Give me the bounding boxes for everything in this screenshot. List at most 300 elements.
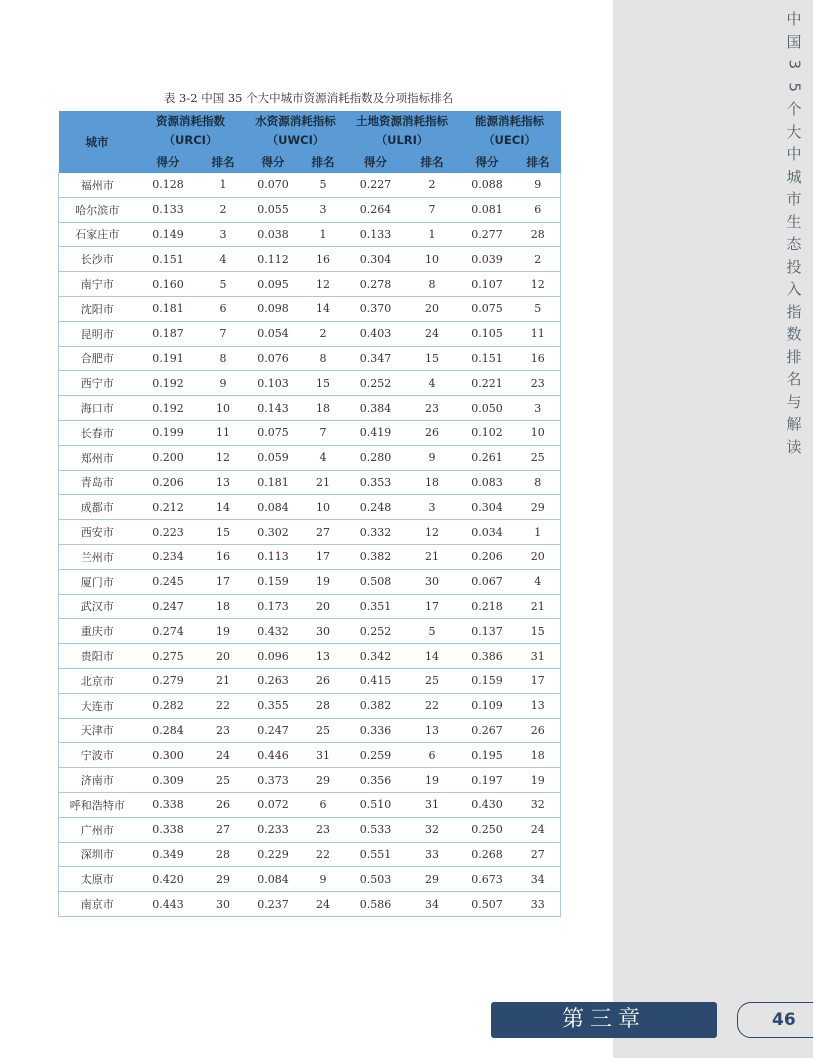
cell-city: 济南市 <box>59 768 136 793</box>
cell-urci-rank: 3 <box>201 222 246 247</box>
running-title-char: 态 <box>786 235 802 253</box>
cell-ueci-score: 0.039 <box>459 247 516 272</box>
table-row <box>59 644 561 669</box>
cell-urci-score: 0.128 <box>136 173 201 197</box>
table-row <box>59 495 561 520</box>
cell-ueci-rank: 11 <box>516 321 561 346</box>
cell-uwci-score: 0.070 <box>246 173 301 197</box>
cell-uwci-rank: 25 <box>301 718 346 743</box>
cell-urci-score: 0.199 <box>136 420 201 445</box>
cell-urci-rank: 5 <box>201 272 246 297</box>
cell-ulri-score: 0.304 <box>346 247 406 272</box>
cell-ueci-score: 0.088 <box>459 173 516 197</box>
cell-ulri-score: 0.508 <box>346 569 406 594</box>
cell-uwci-score: 0.432 <box>246 619 301 644</box>
cell-ulri-rank: 23 <box>406 396 459 421</box>
cell-uwci-score: 0.233 <box>246 817 301 842</box>
table-row <box>59 817 561 842</box>
cell-uwci-rank: 24 <box>301 892 346 917</box>
table-row <box>59 693 561 718</box>
cell-ueci-rank: 15 <box>516 619 561 644</box>
cell-uwci-rank: 16 <box>301 247 346 272</box>
cell-uwci-rank: 14 <box>301 296 346 321</box>
cell-ueci-rank: 16 <box>516 346 561 371</box>
cell-ueci-score: 0.081 <box>459 197 516 222</box>
cell-ulri-rank: 5 <box>406 619 459 644</box>
cell-uwci-rank: 4 <box>301 445 346 470</box>
cell-ulri-rank: 26 <box>406 420 459 445</box>
cell-city: 西宁市 <box>59 371 136 396</box>
table-row <box>59 768 561 793</box>
cell-city: 宁波市 <box>59 743 136 768</box>
cell-city: 深圳市 <box>59 842 136 867</box>
running-title-char: 解 <box>786 415 802 433</box>
cell-ueci-rank: 10 <box>516 420 561 445</box>
cell-uwci-score: 0.095 <box>246 272 301 297</box>
cell-ulri-score: 0.332 <box>346 520 406 545</box>
table-row <box>59 594 561 619</box>
cell-ulri-score: 0.551 <box>346 842 406 867</box>
cell-ueci-rank: 32 <box>516 792 561 817</box>
cell-uwci-rank: 6 <box>301 792 346 817</box>
cell-city: 沈阳市 <box>59 296 136 321</box>
cell-urci-rank: 21 <box>201 668 246 693</box>
cell-uwci-rank: 17 <box>301 544 346 569</box>
header-rank: 排名 <box>516 151 561 173</box>
sidebar-band <box>613 0 813 1058</box>
cell-urci-score: 0.349 <box>136 842 201 867</box>
cell-uwci-score: 0.181 <box>246 470 301 495</box>
cell-ulri-rank: 30 <box>406 569 459 594</box>
cell-ueci-rank: 5 <box>516 296 561 321</box>
cell-city: 成都市 <box>59 495 136 520</box>
cell-urci-rank: 23 <box>201 718 246 743</box>
cell-ulri-rank: 10 <box>406 247 459 272</box>
cell-city: 南京市 <box>59 892 136 917</box>
table-row <box>59 173 561 197</box>
header-ueci: 能源消耗指标（UECI） <box>459 111 561 151</box>
table-row <box>59 867 561 892</box>
cell-ulri-rank: 25 <box>406 668 459 693</box>
cell-ulri-score: 0.264 <box>346 197 406 222</box>
page-number: 46 <box>772 1010 796 1030</box>
cell-ueci-score: 0.109 <box>459 693 516 718</box>
cell-uwci-rank: 29 <box>301 768 346 793</box>
cell-urci-score: 0.200 <box>136 445 201 470</box>
header-score: 得分 <box>136 151 201 173</box>
cell-ulri-score: 0.252 <box>346 371 406 396</box>
cell-city: 呼和浩特市 <box>59 792 136 817</box>
running-title-char: 国 <box>786 32 802 51</box>
cell-urci-score: 0.151 <box>136 247 201 272</box>
cell-ueci-score: 0.102 <box>459 420 516 445</box>
cell-ueci-rank: 20 <box>516 544 561 569</box>
cell-city: 郑州市 <box>59 445 136 470</box>
cell-ulri-rank: 13 <box>406 718 459 743</box>
cell-urci-rank: 14 <box>201 495 246 520</box>
cell-uwci-score: 0.059 <box>246 445 301 470</box>
cell-ueci-score: 0.050 <box>459 396 516 421</box>
cell-urci-score: 0.212 <box>136 495 201 520</box>
cell-ulri-rank: 3 <box>406 495 459 520</box>
cell-ulri-rank: 12 <box>406 520 459 545</box>
cell-ueci-score: 0.386 <box>459 644 516 669</box>
cell-ueci-score: 0.151 <box>459 346 516 371</box>
cell-ueci-score: 0.067 <box>459 569 516 594</box>
cell-urci-rank: 8 <box>201 346 246 371</box>
cell-ulri-rank: 18 <box>406 470 459 495</box>
cell-city: 海口市 <box>59 396 136 421</box>
cell-urci-rank: 7 <box>201 321 246 346</box>
cell-uwci-score: 0.373 <box>246 768 301 793</box>
cell-ueci-score: 0.107 <box>459 272 516 297</box>
cell-ueci-rank: 31 <box>516 644 561 669</box>
cell-ulri-score: 0.510 <box>346 792 406 817</box>
cell-urci-score: 0.420 <box>136 867 201 892</box>
cell-uwci-score: 0.103 <box>246 371 301 396</box>
table-body <box>59 173 561 916</box>
cell-ulri-score: 0.382 <box>346 693 406 718</box>
table-row <box>59 272 561 297</box>
running-title-char: 入 <box>786 280 802 298</box>
cell-ulri-rank: 31 <box>406 792 459 817</box>
cell-city: 长沙市 <box>59 247 136 272</box>
table-row <box>59 569 561 594</box>
cell-urci-score: 0.247 <box>136 594 201 619</box>
cell-city: 厦门市 <box>59 569 136 594</box>
cell-ulri-score: 0.382 <box>346 544 406 569</box>
running-title-char: 投 <box>786 257 802 276</box>
cell-ueci-score: 0.430 <box>459 792 516 817</box>
cell-uwci-rank: 3 <box>301 197 346 222</box>
cell-urci-rank: 25 <box>201 768 246 793</box>
chapter-label: 第三章 <box>491 1002 717 1038</box>
cell-urci-rank: 10 <box>201 396 246 421</box>
cell-ulri-score: 0.353 <box>346 470 406 495</box>
cell-ueci-score: 0.075 <box>459 296 516 321</box>
cell-ueci-score: 0.250 <box>459 817 516 842</box>
cell-uwci-rank: 7 <box>301 420 346 445</box>
running-title-char: 3 <box>785 59 804 70</box>
cell-uwci-rank: 12 <box>301 272 346 297</box>
cell-ulri-rank: 33 <box>406 842 459 867</box>
cell-city: 青岛市 <box>59 470 136 495</box>
table-row <box>59 420 561 445</box>
cell-city: 重庆市 <box>59 619 136 644</box>
cell-ueci-rank: 33 <box>516 892 561 917</box>
running-title-char: 中 <box>786 145 802 163</box>
cell-ulri-score: 0.248 <box>346 495 406 520</box>
header-score: 得分 <box>246 151 301 173</box>
cell-urci-score: 0.309 <box>136 768 201 793</box>
cell-city: 天津市 <box>59 718 136 743</box>
cell-city: 大连市 <box>59 693 136 718</box>
cell-ueci-score: 0.507 <box>459 892 516 917</box>
cell-uwci-score: 0.054 <box>246 321 301 346</box>
cell-city: 昆明市 <box>59 321 136 346</box>
cell-urci-rank: 20 <box>201 644 246 669</box>
cell-urci-score: 0.223 <box>136 520 201 545</box>
cell-uwci-score: 0.173 <box>246 594 301 619</box>
cell-ulri-score: 0.133 <box>346 222 406 247</box>
cell-ueci-score: 0.267 <box>459 718 516 743</box>
cell-urci-score: 0.192 <box>136 371 201 396</box>
running-title-char: 生 <box>786 212 802 231</box>
cell-ulri-score: 0.586 <box>346 892 406 917</box>
cell-urci-score: 0.282 <box>136 693 201 718</box>
cell-uwci-rank: 1 <box>301 222 346 247</box>
running-title-char: 5 <box>785 81 804 92</box>
cell-ueci-score: 0.673 <box>459 867 516 892</box>
cell-uwci-rank: 15 <box>301 371 346 396</box>
running-title-char: 市 <box>786 190 802 208</box>
cell-ulri-score: 0.415 <box>346 668 406 693</box>
table-row <box>59 396 561 421</box>
cell-urci-score: 0.300 <box>136 743 201 768</box>
header-rank: 排名 <box>406 151 459 173</box>
cell-ulri-score: 0.280 <box>346 445 406 470</box>
cell-urci-score: 0.338 <box>136 817 201 842</box>
cell-ueci-score: 0.268 <box>459 842 516 867</box>
cell-ulri-score: 0.419 <box>346 420 406 445</box>
cell-ulri-rank: 24 <box>406 321 459 346</box>
header-urci: 资源消耗指数（URCI） <box>136 111 246 151</box>
cell-ueci-score: 0.159 <box>459 668 516 693</box>
cell-ulri-rank: 22 <box>406 693 459 718</box>
cell-uwci-rank: 31 <box>301 743 346 768</box>
cell-ueci-rank: 12 <box>516 272 561 297</box>
cell-uwci-score: 0.084 <box>246 867 301 892</box>
header-uwci: 水资源消耗指标（UWCI） <box>246 111 346 151</box>
cell-ueci-rank: 9 <box>516 173 561 197</box>
ranking-table <box>58 111 561 917</box>
table-row <box>59 792 561 817</box>
cell-urci-rank: 6 <box>201 296 246 321</box>
cell-uwci-rank: 20 <box>301 594 346 619</box>
cell-urci-rank: 2 <box>201 197 246 222</box>
running-title <box>784 8 804 458</box>
cell-uwci-rank: 27 <box>301 520 346 545</box>
cell-ueci-score: 0.083 <box>459 470 516 495</box>
cell-urci-score: 0.275 <box>136 644 201 669</box>
cell-uwci-rank: 22 <box>301 842 346 867</box>
cell-ulri-rank: 20 <box>406 296 459 321</box>
cell-ueci-score: 0.206 <box>459 544 516 569</box>
cell-ulri-rank: 29 <box>406 867 459 892</box>
cell-uwci-rank: 9 <box>301 867 346 892</box>
table-row <box>59 321 561 346</box>
cell-uwci-score: 0.143 <box>246 396 301 421</box>
cell-ueci-rank: 8 <box>516 470 561 495</box>
cell-urci-score: 0.187 <box>136 321 201 346</box>
cell-uwci-rank: 30 <box>301 619 346 644</box>
cell-uwci-rank: 28 <box>301 693 346 718</box>
cell-urci-rank: 24 <box>201 743 246 768</box>
cell-urci-score: 0.245 <box>136 569 201 594</box>
cell-ueci-score: 0.105 <box>459 321 516 346</box>
header-score: 得分 <box>459 151 516 173</box>
cell-ulri-score: 0.259 <box>346 743 406 768</box>
cell-uwci-score: 0.355 <box>246 693 301 718</box>
cell-ulri-score: 0.503 <box>346 867 406 892</box>
header-city: 城市 <box>59 111 136 173</box>
cell-uwci-score: 0.096 <box>246 644 301 669</box>
cell-urci-score: 0.192 <box>136 396 201 421</box>
cell-urci-rank: 1 <box>201 173 246 197</box>
cell-ueci-rank: 34 <box>516 867 561 892</box>
cell-ueci-score: 0.277 <box>459 222 516 247</box>
cell-urci-score: 0.206 <box>136 470 201 495</box>
cell-ulri-rank: 1 <box>406 222 459 247</box>
cell-uwci-rank: 13 <box>301 644 346 669</box>
cell-urci-rank: 4 <box>201 247 246 272</box>
cell-uwci-score: 0.263 <box>246 668 301 693</box>
cell-ulri-score: 0.351 <box>346 594 406 619</box>
table-row <box>59 296 561 321</box>
table-row <box>59 371 561 396</box>
cell-urci-score: 0.234 <box>136 544 201 569</box>
header-ulri: 土地资源消耗指标（ULRI） <box>346 111 459 151</box>
cell-urci-score: 0.338 <box>136 792 201 817</box>
cell-uwci-score: 0.072 <box>246 792 301 817</box>
cell-ueci-rank: 18 <box>516 743 561 768</box>
cell-ueci-rank: 21 <box>516 594 561 619</box>
cell-ulri-rank: 2 <box>406 173 459 197</box>
cell-urci-score: 0.443 <box>136 892 201 917</box>
cell-urci-rank: 17 <box>201 569 246 594</box>
cell-ueci-score: 0.195 <box>459 743 516 768</box>
cell-ulri-rank: 8 <box>406 272 459 297</box>
table-row <box>59 718 561 743</box>
cell-ueci-rank: 3 <box>516 396 561 421</box>
cell-uwci-rank: 23 <box>301 817 346 842</box>
cell-ueci-rank: 23 <box>516 371 561 396</box>
cell-ueci-score: 0.221 <box>459 371 516 396</box>
running-title-char: 读 <box>786 437 802 456</box>
cell-ulri-rank: 32 <box>406 817 459 842</box>
cell-ueci-score: 0.218 <box>459 594 516 619</box>
table-row <box>59 892 561 917</box>
table-row <box>59 346 561 371</box>
cell-city: 南宁市 <box>59 272 136 297</box>
running-title-char: 城 <box>786 167 802 186</box>
header-score: 得分 <box>346 151 406 173</box>
cell-urci-score: 0.149 <box>136 222 201 247</box>
cell-urci-rank: 29 <box>201 867 246 892</box>
cell-urci-rank: 30 <box>201 892 246 917</box>
cell-uwci-score: 0.446 <box>246 743 301 768</box>
cell-ueci-score: 0.137 <box>459 619 516 644</box>
cell-ulri-rank: 17 <box>406 594 459 619</box>
table-row <box>59 197 561 222</box>
cell-uwci-score: 0.229 <box>246 842 301 867</box>
cell-ulri-rank: 14 <box>406 644 459 669</box>
cell-ulri-rank: 21 <box>406 544 459 569</box>
cell-urci-score: 0.181 <box>136 296 201 321</box>
cell-uwci-rank: 26 <box>301 668 346 693</box>
cell-ulri-score: 0.356 <box>346 768 406 793</box>
running-title-char: 中 <box>786 10 802 28</box>
cell-uwci-score: 0.075 <box>246 420 301 445</box>
cell-urci-rank: 22 <box>201 693 246 718</box>
cell-city: 兰州市 <box>59 544 136 569</box>
cell-urci-rank: 16 <box>201 544 246 569</box>
cell-city: 石家庄市 <box>59 222 136 247</box>
cell-urci-rank: 26 <box>201 792 246 817</box>
cell-ulri-score: 0.533 <box>346 817 406 842</box>
cell-uwci-rank: 5 <box>301 173 346 197</box>
cell-urci-rank: 19 <box>201 619 246 644</box>
cell-city: 武汉市 <box>59 594 136 619</box>
running-title-char: 名 <box>786 370 802 388</box>
running-title-char: 个 <box>786 100 802 118</box>
cell-uwci-rank: 10 <box>301 495 346 520</box>
running-title-char: 指 <box>786 302 802 321</box>
cell-urci-score: 0.279 <box>136 668 201 693</box>
cell-city: 合肥市 <box>59 346 136 371</box>
cell-city: 西安市 <box>59 520 136 545</box>
cell-uwci-rank: 18 <box>301 396 346 421</box>
table-row <box>59 520 561 545</box>
cell-ulri-score: 0.252 <box>346 619 406 644</box>
cell-ueci-rank: 1 <box>516 520 561 545</box>
cell-city: 哈尔滨市 <box>59 197 136 222</box>
cell-ulri-score: 0.403 <box>346 321 406 346</box>
cell-ueci-rank: 26 <box>516 718 561 743</box>
cell-uwci-score: 0.055 <box>246 197 301 222</box>
cell-uwci-score: 0.112 <box>246 247 301 272</box>
cell-ulri-rank: 7 <box>406 197 459 222</box>
cell-urci-rank: 9 <box>201 371 246 396</box>
cell-urci-score: 0.191 <box>136 346 201 371</box>
table-row <box>59 743 561 768</box>
cell-uwci-score: 0.098 <box>246 296 301 321</box>
table-row <box>59 668 561 693</box>
cell-uwci-score: 0.159 <box>246 569 301 594</box>
cell-uwci-rank: 19 <box>301 569 346 594</box>
cell-urci-rank: 18 <box>201 594 246 619</box>
table-row <box>59 619 561 644</box>
running-title-char: 数 <box>786 325 802 343</box>
table-row <box>59 544 561 569</box>
cell-ulri-rank: 15 <box>406 346 459 371</box>
cell-ulri-score: 0.278 <box>346 272 406 297</box>
cell-urci-score: 0.133 <box>136 197 201 222</box>
cell-ulri-score: 0.227 <box>346 173 406 197</box>
cell-ulri-score: 0.384 <box>346 396 406 421</box>
cell-ueci-rank: 19 <box>516 768 561 793</box>
cell-ueci-score: 0.261 <box>459 445 516 470</box>
header-rank: 排名 <box>301 151 346 173</box>
cell-ueci-score: 0.197 <box>459 768 516 793</box>
cell-ueci-rank: 13 <box>516 693 561 718</box>
running-title-char: 排 <box>786 347 802 366</box>
cell-ueci-rank: 27 <box>516 842 561 867</box>
cell-ulri-rank: 4 <box>406 371 459 396</box>
cell-city: 北京市 <box>59 668 136 693</box>
cell-ulri-rank: 19 <box>406 768 459 793</box>
cell-ueci-score: 0.304 <box>459 495 516 520</box>
cell-ulri-rank: 9 <box>406 445 459 470</box>
cell-ueci-rank: 24 <box>516 817 561 842</box>
cell-ulri-score: 0.336 <box>346 718 406 743</box>
cell-city: 贵阳市 <box>59 644 136 669</box>
cell-uwci-rank: 8 <box>301 346 346 371</box>
cell-uwci-rank: 2 <box>301 321 346 346</box>
cell-ulri-score: 0.370 <box>346 296 406 321</box>
cell-ueci-rank: 4 <box>516 569 561 594</box>
cell-uwci-rank: 21 <box>301 470 346 495</box>
